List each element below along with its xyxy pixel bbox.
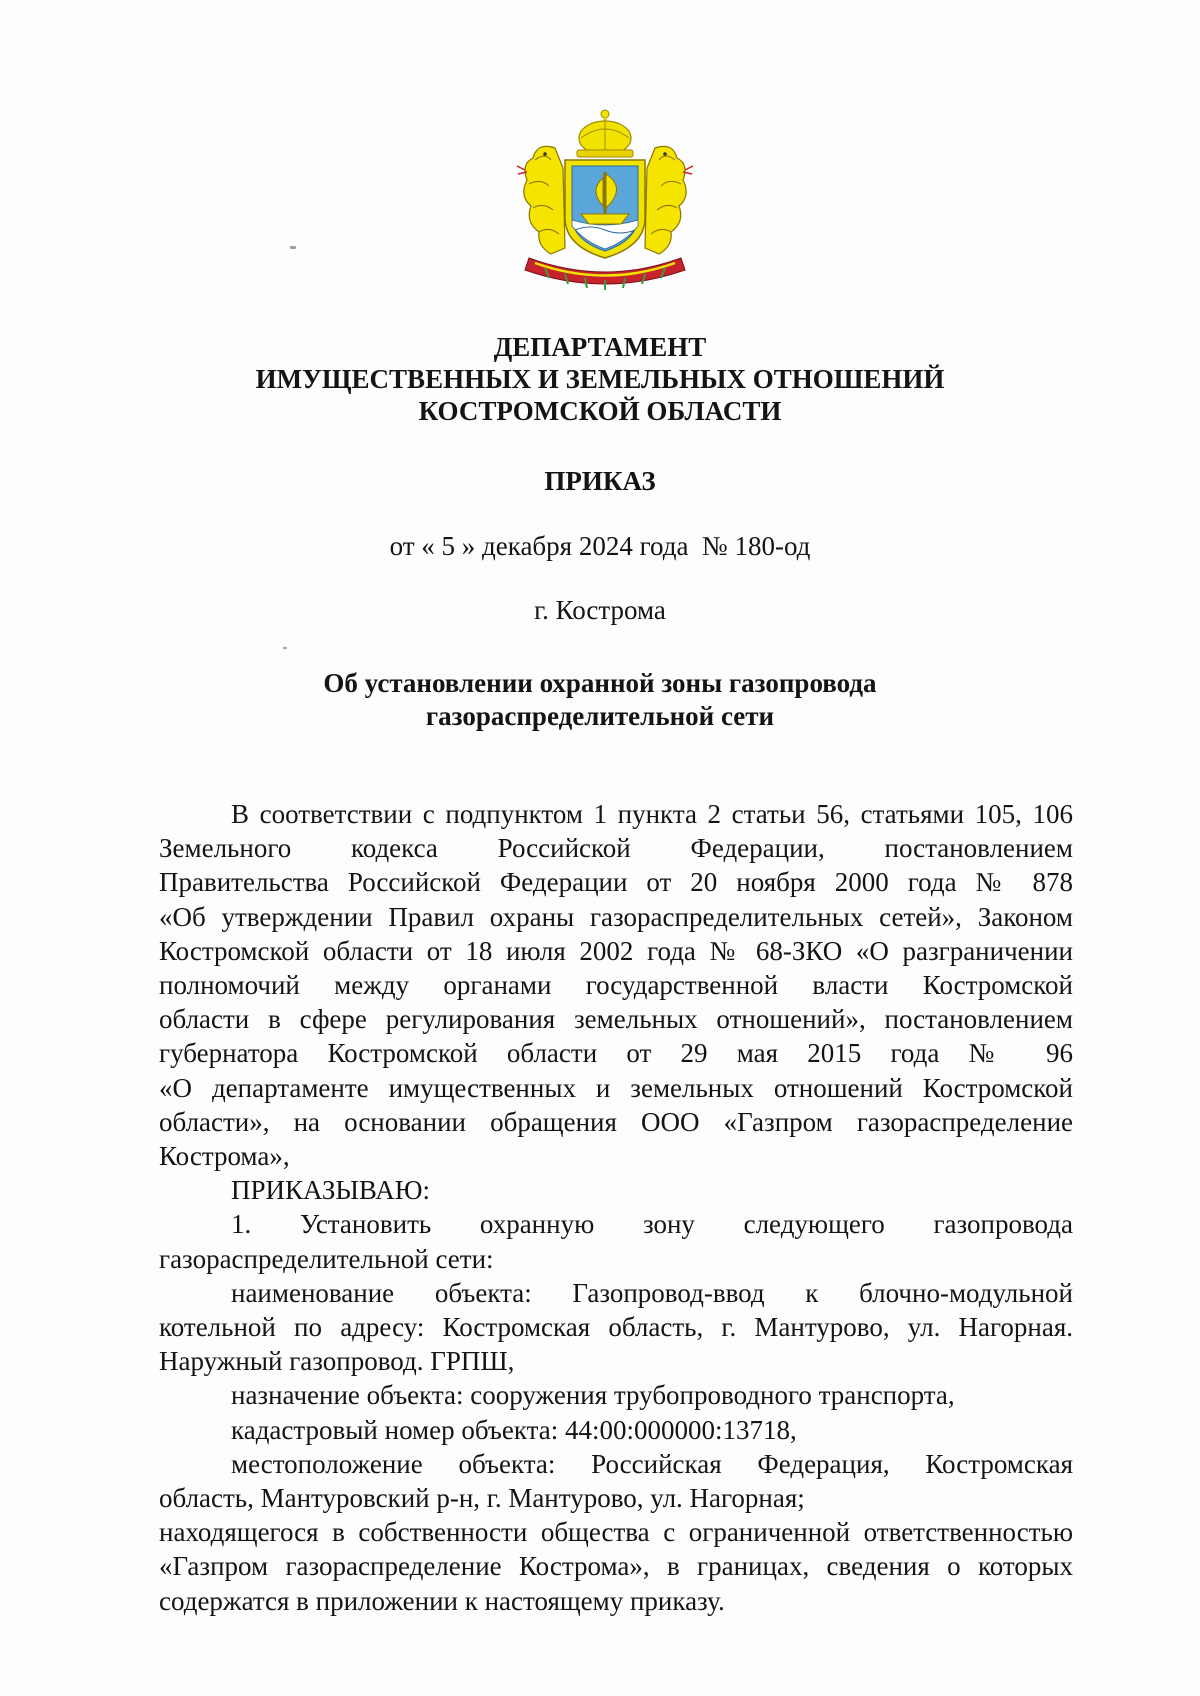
preamble-line: Правительства Российской Федерации от 20 ноября 2000 года № 878 (159, 867, 1073, 898)
location-line: область, Мантуровский р-н, г. Мантурово, ул. Нагорная; (159, 1483, 805, 1514)
item-1 (159, 1207, 1073, 1275)
item-1-line: 1. Установить охранную зону следующего газопровода (231, 1209, 1073, 1240)
object-name (159, 1276, 1073, 1379)
department-header (0, 331, 1200, 427)
department-line-3: КОСТРОМСКОЙ ОБЛАСТИ (418, 396, 782, 426)
preamble-line: Кострома», (159, 1141, 290, 1172)
preamble-line: губернатора Костромской области от 29 мая 2015 года № 96 (159, 1038, 1073, 1069)
order-body (159, 797, 1073, 1618)
preamble-line: «О департаменте имущественных и земельных отношений Костромской (159, 1072, 1073, 1103)
scan-speck (283, 647, 287, 649)
preamble-line: области», на основании обращения ООО «Газпром газораспределение (159, 1106, 1073, 1137)
department-line-2: ИМУЩЕСТВЕННЫХ И ЗЕМЕЛЬНЫХ ОТНОШЕНИЙ (255, 364, 945, 394)
department-line-1: ДЕПАРТАМЕНТ (493, 332, 707, 362)
cadastral-number: кадастровый номер объекта: 44:00:000000:13718, (231, 1414, 797, 1445)
order-subject (0, 667, 1200, 733)
scan-speck (290, 246, 296, 249)
ownership-line: содержатся в приложении к настоящему приказу. (159, 1585, 725, 1616)
object-name-line: котельной по адресу: Костромская область, г. Мантурово, ул. Нагорная. (159, 1312, 1073, 1343)
subject-line-2: газораспределительной сети (425, 701, 775, 731)
order-word: ПРИКАЗЫВАЮ: (231, 1175, 430, 1206)
shield (565, 160, 645, 258)
city-line: г. Кострома (534, 595, 666, 625)
preamble-line: Земельного кодекса Российской Федерации, постановлением (159, 833, 1073, 864)
right-lion-supporter (645, 146, 693, 254)
coat-of-arms-emblem (515, 108, 695, 293)
document-type: ПРИКАЗ (544, 466, 656, 496)
subject-line-1: Об установлении охранной зоны газопровода (323, 668, 877, 698)
preamble-line: полномочий между органами государственной власти Костромской (159, 970, 1073, 1001)
object-name-line: Наружный газопровод. ГРПШ, (159, 1346, 515, 1377)
item-1-line: газораспределительной сети: (159, 1243, 494, 1274)
location-line: местоположение объекта: Российская Федерация, Костромская (231, 1448, 1073, 1479)
preamble-line: Костромской области от 18 июля 2002 года № 68-ЗКО «О разграничении (159, 935, 1073, 966)
preamble-line: «Об утверждении Правил охраны газораспределительных сетей», Законом (159, 901, 1073, 932)
date-and-number: от « 5 » декабря 2024 года № 180-од (389, 531, 811, 561)
ownership-line: «Газпром газораспределение Кострома», в границах, сведения о которых (159, 1551, 1073, 1582)
object-purpose: назначение объекта: сооружения трубопроводного транспорта, (231, 1380, 955, 1411)
preamble-line: области в сфере регулирования земельных отношений», постановлением (159, 1004, 1073, 1035)
left-lion-supporter (517, 146, 565, 254)
object-location (159, 1447, 1073, 1515)
preamble-line: В соответствии с подпунктом 1 пункта 2 статьи 56, статьями 105, 106 (231, 799, 1073, 829)
preamble-paragraph (159, 797, 1073, 1173)
ribbon-base (525, 258, 685, 290)
crown-icon (577, 110, 633, 157)
object-name-line: наименование объекта: Газопровод-ввод к блочно-модульной (231, 1277, 1073, 1308)
ownership-line: находящегося в собственности общества с ограниченной ответственностью (159, 1517, 1073, 1548)
ownership-paragraph (159, 1515, 1073, 1618)
